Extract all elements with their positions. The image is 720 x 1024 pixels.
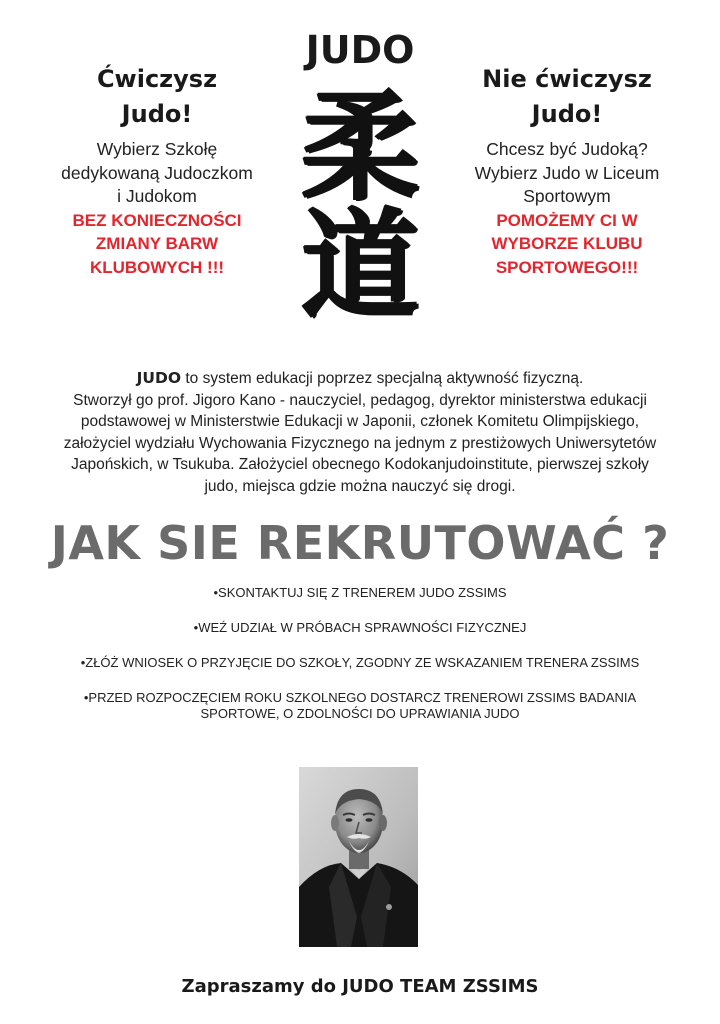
- kanji-do: 道: [300, 195, 419, 334]
- intro-line: judo, miejsca gdzie można nauczyć się drogi.: [204, 477, 516, 495]
- left-highlight-line: BEZ KONIECZNOŚCI: [72, 210, 242, 230]
- left-body-line: Wybierz Szkołę: [96, 139, 218, 159]
- intro-lead: JUDO: [136, 369, 182, 387]
- founder-portrait-photo: [299, 767, 418, 947]
- intro-line: Stworzył go prof. Jigoro Kano - nauczyciel, pedagog, dyrektor ministerstwa edukacji: [73, 391, 647, 409]
- step-item: •SKONTAKTUJ SIĘ Z TRENEREM JUDO ZSSIMS: [213, 585, 507, 600]
- right-highlight: [432, 209, 702, 280]
- intro-line: podstawowej w Ministerstwie Edukacji w Japonii, członek Komitetu Olimpijskiego,: [80, 413, 640, 430]
- intro-line-rest: to system edukacji poprzez specjalną aktywność fizyczną.: [181, 370, 584, 387]
- recruit-steps: [40, 585, 680, 722]
- intro-line: Japońskich, w Tsukuba. Założyciel obecnego Kodokanjudoinstitute, pierwszej szkoły: [71, 456, 649, 473]
- intro-line: założyciel wydziału Wychowania Fizycznego na jednym z prestiżowych Uniwersytetów: [63, 434, 657, 452]
- right-body-line: Wybierz Judo w Liceum: [474, 162, 660, 183]
- left-highlight-line: ZMIANY BARW: [95, 234, 219, 253]
- step-item: •ZŁÓŻ WNIOSEK O PRZYJĘCIE DO SZKOŁY, ZGODNY ZE WSKAZANIEM TRENERA ZSSIMS: [80, 655, 640, 670]
- right-body-line: Sportowym: [523, 186, 611, 206]
- step-line: SPORTOWE, O ZDOLNOŚCI DO UPRAWIANIA JUDO: [200, 706, 520, 721]
- right-heading-line1: Nie ćwiczysz: [482, 65, 652, 93]
- kanji-ju: 柔: [300, 77, 419, 216]
- right-heading-line2: Judo!: [531, 100, 603, 128]
- right-highlight-line: SPORTOWEGO!!!: [495, 257, 639, 277]
- left-highlight: [22, 209, 292, 280]
- left-body: [22, 138, 292, 209]
- recruit-heading: JAK SIE REKRUTOWAĆ ?: [50, 516, 670, 570]
- right-highlight-line: WYBORZE KLUBU: [491, 234, 643, 253]
- footer-invitation: Zapraszamy do JUDO TEAM ZSSIMS: [181, 976, 539, 997]
- left-heading-line2: Judo!: [121, 100, 193, 128]
- intro-paragraph: [40, 368, 680, 497]
- right-highlight-line: POMOŻEMY CI W: [496, 210, 638, 230]
- judo-kanji-calligraphy: [285, 77, 435, 334]
- left-column: [22, 62, 292, 279]
- intro-line: [40, 368, 680, 390]
- step-line: •PRZED ROZPOCZĘCIEM ROKU SZKOLNEGO DOSTARCZ TRENEROWI ZSSIMS BADANIA: [83, 690, 637, 705]
- page-title: JUDO: [305, 28, 415, 72]
- left-body-line: dedykowaną Judoczkom: [61, 162, 253, 183]
- step-item: [40, 690, 680, 722]
- left-highlight-line: KLUBOWYCH !!!: [89, 257, 225, 277]
- right-body: [432, 138, 702, 209]
- right-body-line: Chcesz być Judoką?: [486, 139, 648, 159]
- right-column: [432, 62, 702, 279]
- left-heading-line1: Ćwiczysz: [96, 65, 218, 93]
- left-body-line: i Judokom: [117, 186, 197, 206]
- step-item: •WEŹ UDZIAŁ W PRÓBACH SPRAWNOŚCI FIZYCZNEJ: [193, 620, 527, 635]
